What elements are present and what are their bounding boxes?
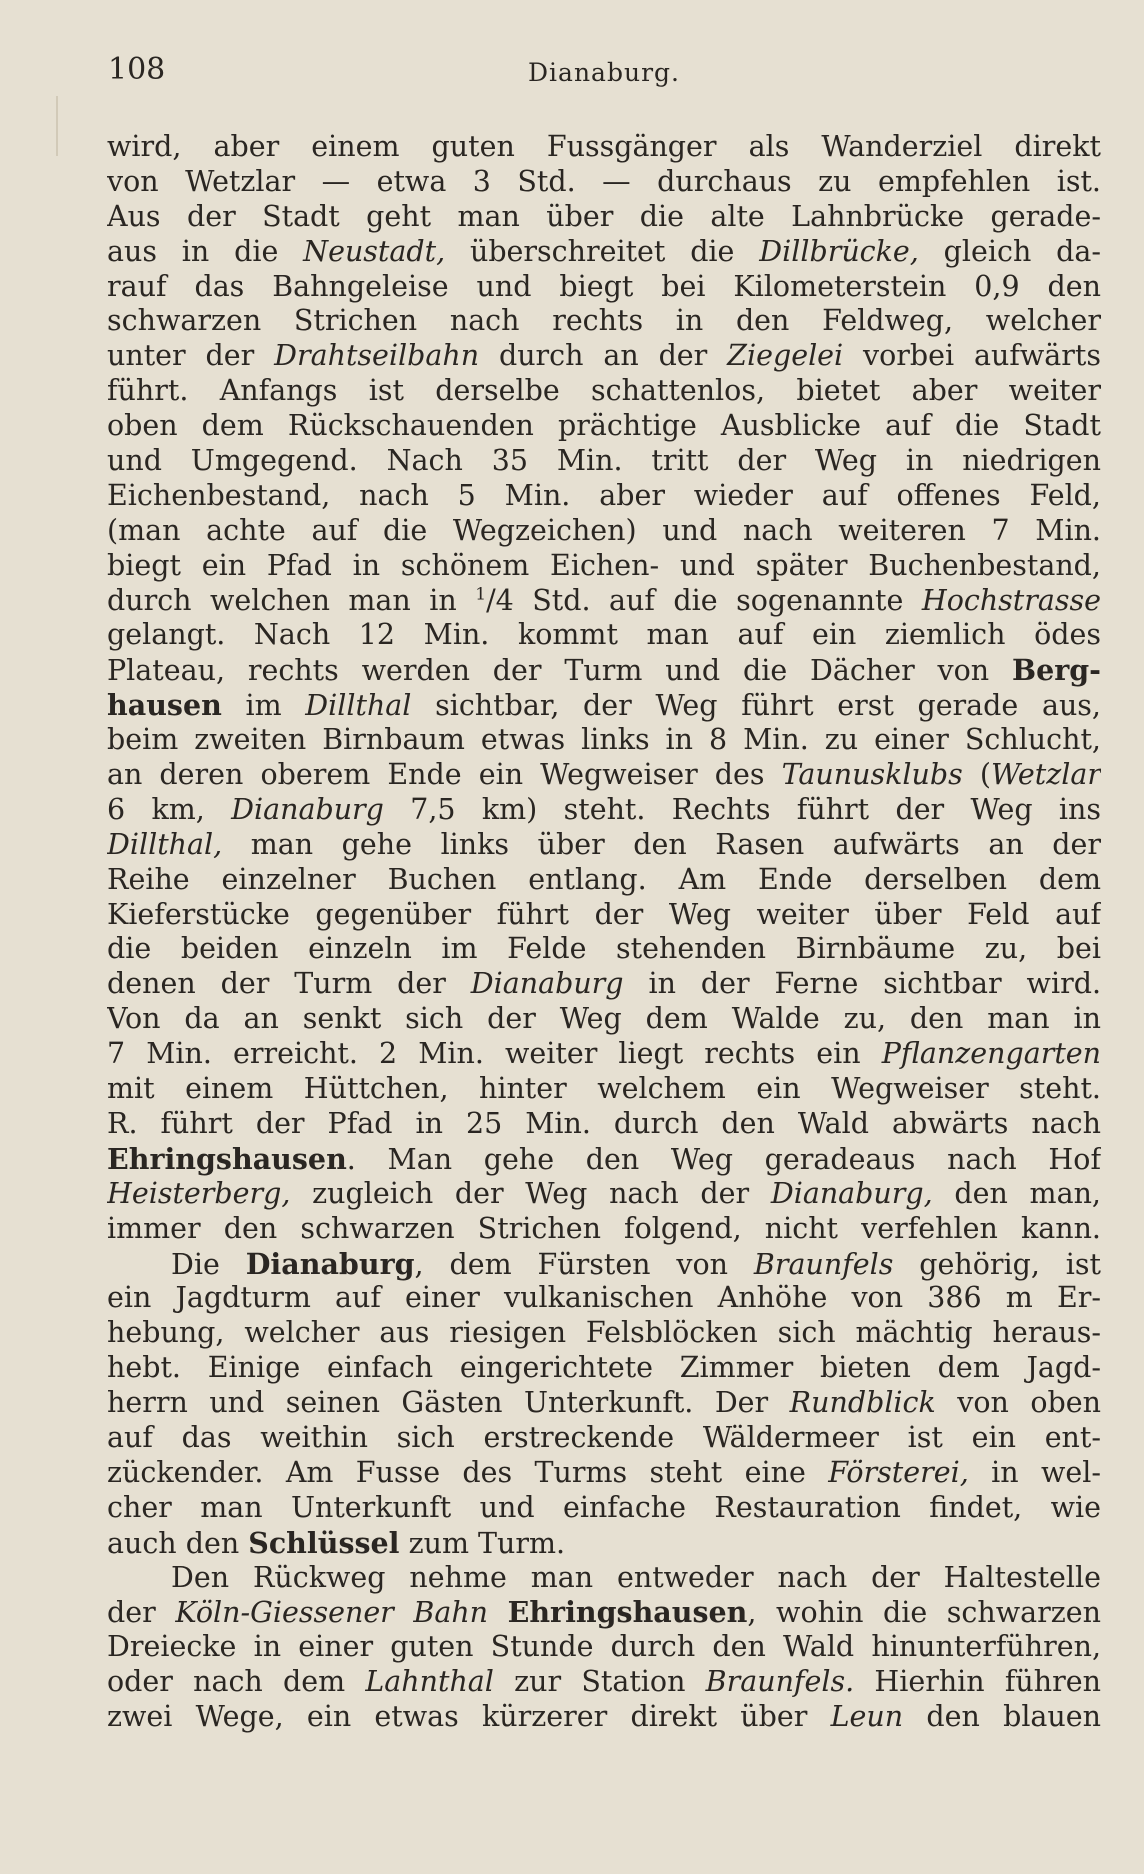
text-line bbox=[107, 584, 1101, 619]
text-line bbox=[107, 374, 1101, 409]
text-run: in wel- bbox=[968, 1455, 1101, 1489]
text-run: Von da an senkt sich der Weg dem Walde zu, den man in bbox=[107, 1002, 1101, 1036]
text-run: gleich da- bbox=[918, 234, 1101, 268]
text-run: von Wetzlar — etwa 3 Std. — durchaus zu empfehlen ist. bbox=[107, 164, 1101, 198]
bold-run: Dianaburg bbox=[245, 1246, 415, 1281]
text-run: schwarzen Strichen nach rechts in den Feldweg, welcher bbox=[107, 304, 1101, 338]
page-header bbox=[108, 52, 1100, 92]
italic-run: Braunfels bbox=[753, 1247, 894, 1281]
text-line bbox=[107, 1595, 1101, 1630]
text-run: in der Ferne sichtbar wird. bbox=[623, 967, 1101, 1001]
text-run: herrn und seinen Gästen Unterkunft. Der bbox=[107, 1386, 790, 1420]
text-line bbox=[107, 549, 1101, 584]
text-run: zugleich der Weg nach der bbox=[290, 1176, 771, 1210]
text-line bbox=[107, 200, 1101, 235]
italic-run: Ziegelei bbox=[727, 339, 844, 373]
italic-run: Dianaburg, bbox=[770, 1176, 933, 1210]
text-run: . Man gehe den Weg geradeaus nach Hof bbox=[346, 1142, 1101, 1176]
text-run: /4 Std. auf die sogenannte bbox=[486, 583, 922, 617]
text-run: hebung, welcher aus riesigen Felsblöcken sich mächtig heraus- bbox=[107, 1316, 1101, 1350]
text-run: denen der Turm der bbox=[107, 967, 471, 1001]
text-run: ( bbox=[962, 758, 991, 792]
text-line bbox=[107, 1351, 1101, 1386]
text-run: mit einem Hüttchen, hinter welchem ein Wegweiser steht. bbox=[107, 1072, 1101, 1106]
italic-run: Dillthal, bbox=[107, 827, 223, 861]
italic-run: Köln-Giessener Bahn bbox=[175, 1596, 489, 1630]
text-line bbox=[107, 409, 1101, 444]
text-line bbox=[107, 1281, 1101, 1316]
text-run: , wohin die schwarzen bbox=[747, 1596, 1101, 1630]
text-run: die beiden einzeln im Felde stehenden Birnbäume zu, bei bbox=[107, 932, 1101, 966]
text-line bbox=[107, 1177, 1101, 1212]
text-run: im bbox=[221, 689, 306, 723]
italic-run: Dillbrücke, bbox=[759, 234, 919, 268]
text-run: biegt ein Pfad in schönem Eichen- und später Buchenbestand, bbox=[107, 548, 1101, 582]
text-run: 7 Min. erreicht. 2 Min. weiter liegt rechts ein bbox=[107, 1037, 882, 1071]
italic-run: Wetzlar bbox=[990, 758, 1101, 792]
text-line bbox=[107, 618, 1101, 653]
text-line bbox=[107, 304, 1101, 339]
text-line bbox=[107, 863, 1101, 898]
text-line bbox=[107, 1037, 1101, 1072]
bold-run: Ehringshausen bbox=[107, 1141, 347, 1176]
text-line bbox=[107, 130, 1101, 165]
italic-run: Leun bbox=[830, 1700, 904, 1734]
text-line bbox=[107, 1421, 1101, 1456]
text-run: Plateau, rechts werden der Turm und die Dächer von bbox=[107, 654, 1012, 688]
bold-run: Schlüssel bbox=[248, 1525, 400, 1560]
text-run: gehörig, ist bbox=[893, 1247, 1101, 1281]
text-run: oder nach dem bbox=[107, 1665, 366, 1699]
text-line bbox=[107, 898, 1101, 933]
italic-run: Hochstrasse bbox=[921, 583, 1101, 617]
page-number: 108 bbox=[108, 52, 166, 87]
text-run: und Umgegend. Nach 35 Min. tritt der Weg in niedrigen bbox=[107, 444, 1101, 478]
text-run: ein Jagdturm auf einer vulkanischen Anhöhe von 386 m Er- bbox=[107, 1281, 1101, 1315]
italic-run: Dillthal bbox=[305, 689, 412, 723]
bold-run: Berg- bbox=[1012, 653, 1101, 688]
text-line bbox=[107, 758, 1101, 793]
text-run: führt. Anfangs ist derselbe schattenlos, bietet aber weiter bbox=[107, 374, 1101, 408]
text-line bbox=[107, 339, 1101, 374]
text-run: wird, aber einem guten Fussgänger als Wanderziel direkt bbox=[107, 130, 1101, 163]
italic-run: Rundblick bbox=[789, 1386, 936, 1420]
text-run: zwei Wege, ein etwas kürzerer direkt über bbox=[107, 1700, 831, 1734]
text-run: gelangt. Nach 12 Min. kommt man auf ein ziemlich ödes bbox=[107, 618, 1101, 652]
text-run: immer den schwarzen Strichen folgend, nicht verfehlen kann. bbox=[107, 1211, 1101, 1245]
text-run: vorbei aufwärts bbox=[843, 339, 1101, 373]
text-run: Eichenbestand, nach 5 Min. aber wieder auf offenes Feld, bbox=[107, 478, 1101, 512]
text-run bbox=[488, 1596, 508, 1629]
text-line bbox=[107, 1700, 1101, 1735]
text-line bbox=[107, 235, 1101, 270]
italic-run: Drahtseilbahn bbox=[274, 339, 480, 373]
text-run: zückender. Am Fusse des Turms steht eine bbox=[107, 1455, 829, 1489]
text-run: den blauen bbox=[903, 1700, 1101, 1734]
text-line bbox=[107, 1665, 1101, 1700]
italic-run: Pflanzengarten bbox=[881, 1037, 1101, 1071]
text-run: 7,5 km) steht. Rechts führt der Weg ins bbox=[383, 792, 1101, 826]
italic-run: Neustadt, bbox=[303, 234, 446, 268]
text-line bbox=[107, 828, 1101, 863]
text-line bbox=[107, 723, 1101, 758]
text-run: aus in die bbox=[107, 234, 304, 268]
text-line bbox=[107, 270, 1101, 305]
text-line bbox=[107, 1072, 1101, 1107]
text-run: oben dem Rückschauenden prächtige Ausblicke auf die Stadt bbox=[107, 409, 1101, 443]
italic-run: Heisterberg, bbox=[107, 1176, 291, 1210]
italic-run: Dianaburg bbox=[470, 967, 624, 1001]
text-line bbox=[107, 793, 1101, 828]
text-run: Hierhin führen bbox=[854, 1665, 1101, 1699]
text-line bbox=[107, 165, 1101, 200]
text-run: an deren oberem Ende ein Wegweiser des bbox=[107, 758, 782, 792]
text-line bbox=[107, 1526, 1101, 1561]
text-run: Reihe einzelner Buchen entlang. Am Ende derselben dem bbox=[107, 862, 1101, 896]
text-line bbox=[107, 479, 1101, 514]
text-line bbox=[107, 1491, 1101, 1526]
bold-run: Ehringshausen bbox=[507, 1595, 748, 1630]
text-line bbox=[107, 1456, 1101, 1491]
text-run: auf das weithin sich erstreckende Wäldermeer ist ein ent- bbox=[107, 1420, 1101, 1454]
text-run: durch an der bbox=[479, 339, 728, 373]
text-run: (man achte auf die Wegzeichen) und nach weiteren 7 Min. bbox=[107, 513, 1101, 547]
italic-run: Braunfels. bbox=[705, 1665, 855, 1699]
text-line bbox=[107, 1212, 1101, 1247]
text-line bbox=[107, 1002, 1101, 1037]
text-line bbox=[107, 1316, 1101, 1351]
text-run: , dem Fürsten von bbox=[414, 1247, 754, 1281]
text-run: R. führt der Pfad in 25 Min. durch den Wald abwärts nach bbox=[107, 1106, 1101, 1140]
text-run: beim zweiten Birnbaum etwas links in 8 Min. zu einer Schlucht, bbox=[107, 723, 1101, 757]
text-run: man gehe links über den Rasen aufwärts an der bbox=[222, 827, 1101, 861]
text-run: von oben bbox=[935, 1386, 1101, 1420]
text-line bbox=[107, 932, 1101, 967]
italic-run: Taunusklubs bbox=[781, 758, 963, 792]
text-run: Aus der Stadt geht man über die alte Lahnbrücke gerade- bbox=[107, 199, 1101, 233]
text-run: 6 km, bbox=[107, 792, 232, 826]
text-line bbox=[107, 1561, 1101, 1596]
text-run: auch den bbox=[107, 1526, 249, 1560]
text-line bbox=[107, 1630, 1101, 1665]
text-line bbox=[107, 444, 1101, 479]
text-run: Kieferstücke gegenüber führt der Weg weiter über Feld auf bbox=[107, 897, 1101, 931]
text-run: überschreitet die bbox=[445, 234, 760, 268]
superscript: 1 bbox=[475, 584, 487, 605]
text-line bbox=[107, 1386, 1101, 1421]
text-run: den man, bbox=[932, 1176, 1101, 1210]
text-run: zum Turm. bbox=[399, 1526, 566, 1560]
text-line bbox=[107, 1247, 1101, 1282]
page-edge-mark bbox=[56, 96, 58, 156]
text-line bbox=[107, 653, 1101, 688]
text-run: rauf das Bahngeleise und biegt bei Kilometerstein 0,9 den bbox=[107, 269, 1101, 303]
text-run: Den Rückweg nehme man entweder nach der Haltestelle bbox=[171, 1560, 1101, 1594]
text-run: cher man Unterkunft und einfache Restauration findet, wie bbox=[107, 1490, 1101, 1524]
text-run: durch welchen man in bbox=[107, 583, 476, 617]
text-run: sichtbar, der Weg führt erst gerade aus, bbox=[411, 689, 1101, 723]
text-line bbox=[107, 967, 1101, 1002]
italic-run: Lahnthal bbox=[365, 1665, 494, 1699]
italic-run: Försterei, bbox=[828, 1455, 969, 1489]
text-line bbox=[107, 1107, 1101, 1142]
text-run: unter der bbox=[107, 339, 275, 373]
text-run: zur Station bbox=[493, 1665, 706, 1699]
text-run: hebt. Einige einfach eingerichtete Zimmer bieten dem Jagd- bbox=[107, 1351, 1101, 1385]
text-line bbox=[107, 514, 1101, 549]
text-line bbox=[107, 1142, 1101, 1177]
body-text bbox=[107, 130, 1101, 1735]
italic-run: Dianaburg bbox=[231, 792, 384, 826]
text-run: Die bbox=[171, 1247, 246, 1281]
bold-run: hausen bbox=[107, 688, 222, 723]
text-line bbox=[107, 688, 1101, 723]
text-run: der bbox=[107, 1596, 176, 1630]
text-run: Dreiecke in einer guten Stunde durch den Wald hinunterführen, bbox=[107, 1630, 1101, 1664]
running-head: Dianaburg. bbox=[528, 58, 680, 87]
